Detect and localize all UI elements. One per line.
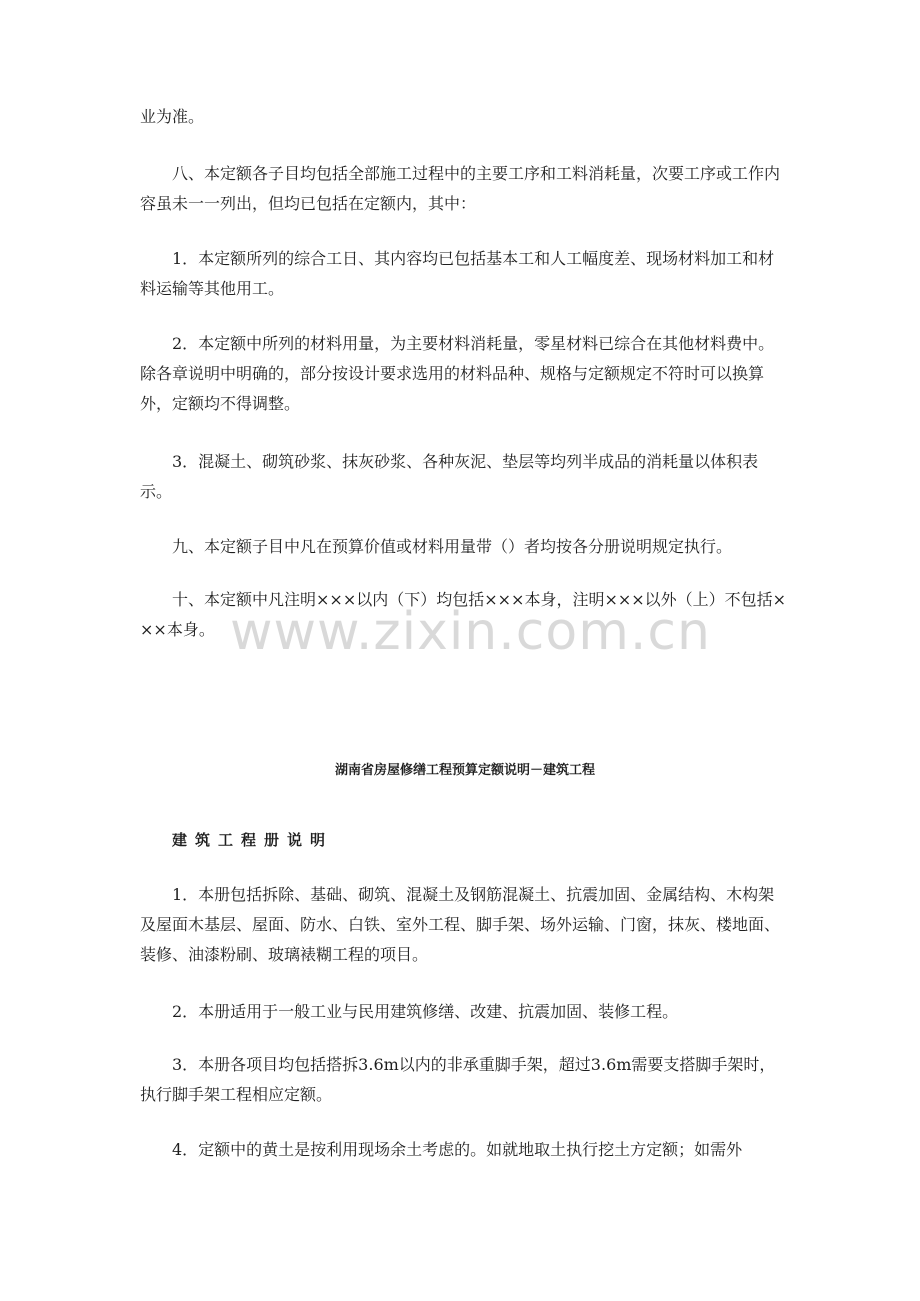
paragraph-item-8: 八、本定额各子目均包括全部施工过程中的主要工序和工料消耗量，次要工序或工作内容虽未一一列出，但均已包括在定额内，其中： <box>140 164 781 213</box>
paragraph-volume-2: 2．本册适用于一般工业与民用建筑修缮、改建、抗震加固、装修工程。 <box>172 1002 679 1021</box>
paragraph-volume-1: 1．本册包括拆除、基础、砌筑、混凝土及钢筋混凝土、抗震加固、金属结构、木构架及屋面木基层、屋面、防水、白铁、室外工程、脚手架、场外运输、门窗，抹灰、楼地面、装修、油漆粉刷、玻璃裱糊工程的项目。 <box>140 885 781 964</box>
paragraph-sub-1: 1．本定额所列的综合工日、其内容均已包括基本工和人工幅度差、现场材料加工和材料运输等其他用工。 <box>140 249 775 298</box>
paragraph-item-9: 九、本定额子目中凡在预算价值或材料用量带（）者均按各分册说明规定执行。 <box>172 537 733 556</box>
section-heading: 建筑工程册说明 <box>172 831 334 849</box>
paragraph-continuation: 业为准。 <box>140 107 205 126</box>
paragraph-volume-3: 3．本册各项目均包括搭拆3.6m以内的非承重脚手架，超过3.6m需要支搭脚手架时，执行脚手架工程相应定额。 <box>140 1055 776 1104</box>
paragraph-volume-4: 4．定额中的黄土是按利用现场余土考虑的。如就地取土执行挖土方定额；如需外 <box>172 1140 743 1159</box>
paragraph-sub-2: 2．本定额中所列的材料用量，为主要材料消耗量，零星材料已综合在其他材料费中。除各章说明中明确的，部分按设计要求选用的材料品种、规格与定额规定不符时可以换算外，定额均不得调整。 <box>140 334 775 413</box>
document-title: 湖南省房屋修缮工程预算定额说明－建筑工程 <box>334 763 595 778</box>
watermark: www.zixin.com.cn <box>230 602 711 662</box>
paragraph-sub-3: 3．混凝土、砌筑砂浆、抹灰砂浆、各种灰泥、垫层等均列半成品的消耗量以体积表示。 <box>140 452 759 501</box>
paragraph-item-10: 十、本定额中凡注明×××以内（下）均包括×××本身，注明×××以外（上）不包括×××本身。 <box>140 590 787 639</box>
